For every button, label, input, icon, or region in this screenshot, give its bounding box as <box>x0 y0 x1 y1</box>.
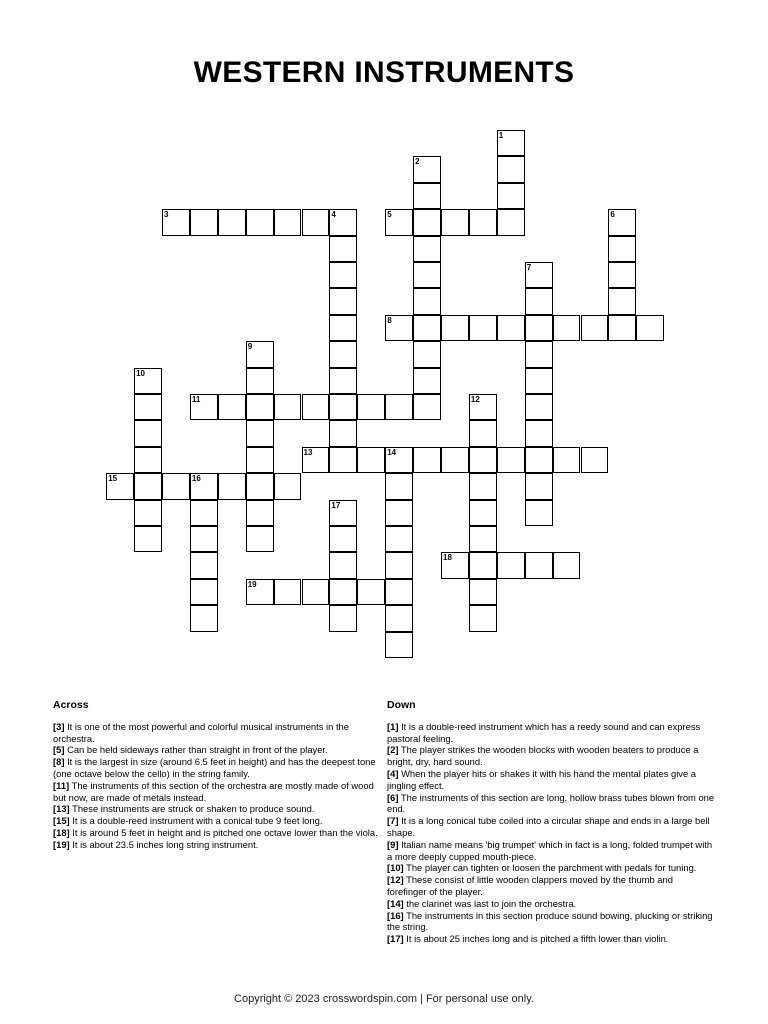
grid-cell[interactable] <box>246 420 274 446</box>
grid-cell[interactable] <box>246 500 274 526</box>
clue-label: [16] <box>387 909 404 921</box>
grid-cell[interactable] <box>525 473 553 499</box>
clue-text: It is a long conical tube coiled into a circular shape and ends in a large bell shape. <box>387 815 710 838</box>
grid-cell[interactable] <box>525 288 553 314</box>
grid-cell[interactable] <box>246 526 274 552</box>
grid-cell[interactable] <box>190 209 218 235</box>
clue-text: It is about 23.5 inches long string instrument. <box>69 838 259 850</box>
clue-label: [5] <box>53 744 65 756</box>
grid-cell[interactable] <box>413 394 441 420</box>
grid-cell[interactable] <box>469 579 497 605</box>
across-clue <box>53 827 381 839</box>
clue-label: [15] <box>53 815 70 827</box>
grid-cell[interactable] <box>525 341 553 367</box>
grid-cell[interactable] <box>134 447 162 473</box>
grid-cell[interactable] <box>357 447 385 473</box>
grid-cell[interactable] <box>525 447 553 473</box>
grid-cell[interactable] <box>329 315 357 341</box>
clue-number: 11 <box>191 395 201 404</box>
grid-cell[interactable] <box>581 315 609 341</box>
clue-number: 8 <box>387 315 392 325</box>
grid-cell[interactable] <box>497 156 525 182</box>
grid-cell[interactable] <box>218 209 246 235</box>
grid-cell[interactable] <box>246 209 274 235</box>
grid-cell[interactable] <box>246 394 274 420</box>
clue-label: [6] <box>387 791 399 803</box>
grid-cell[interactable] <box>469 315 497 341</box>
grid-cell[interactable] <box>190 579 218 605</box>
clue-number: 12 <box>470 395 480 404</box>
clue-number: 17 <box>331 500 341 510</box>
grid-cell[interactable] <box>413 288 441 314</box>
down-clues <box>387 700 715 945</box>
grid-cell[interactable] <box>525 420 553 446</box>
across-clue <box>53 815 381 827</box>
grid-cell[interactable] <box>274 209 302 235</box>
down-clue <box>387 862 715 874</box>
grid-cell[interactable] <box>441 209 469 235</box>
page-title: WESTERN INSTRUMENTS <box>193 56 575 89</box>
grid-cell[interactable] <box>413 368 441 394</box>
grid-cell[interactable] <box>385 605 413 631</box>
clue-number: 2 <box>415 157 420 167</box>
clue-text: Can be held sideways rather than straight in front of the player. <box>64 744 328 756</box>
clue-label: [1] <box>387 720 399 732</box>
grid-cell[interactable] <box>134 473 162 499</box>
grid-cell[interactable] <box>246 447 274 473</box>
grid-cell[interactable] <box>497 447 525 473</box>
copyright-footer: Copyright © 2023 crosswordspin.com | For personal use only. <box>234 993 534 1005</box>
grid-cell[interactable] <box>608 288 636 314</box>
clue-label: [2] <box>387 744 399 756</box>
clue-text: It is a double-reed instrument which has a reedy sound and can express pastoral feeling. <box>387 720 701 744</box>
grid-cell[interactable] <box>274 579 302 605</box>
across-clue <box>53 839 381 851</box>
grid-cell[interactable] <box>274 394 302 420</box>
grid-cell[interactable] <box>329 420 357 446</box>
clue-number: 1 <box>498 131 504 140</box>
grid-cell[interactable] <box>413 209 441 235</box>
clue-label: [12] <box>387 874 404 886</box>
grid-cell[interactable] <box>246 473 274 499</box>
grid-cell[interactable] <box>469 420 497 446</box>
clue-label: [19] <box>53 838 70 850</box>
grid-cell[interactable] <box>329 341 357 367</box>
clue-number: 19 <box>247 579 257 589</box>
clue-number: 10 <box>136 368 145 378</box>
clue-text: It is a double-reed instrument with a conical tube 9 feet long. <box>69 815 323 827</box>
grid-cell[interactable] <box>302 209 330 235</box>
down-clue <box>387 874 715 898</box>
grid-cell[interactable] <box>329 394 357 420</box>
across-clue <box>53 803 381 815</box>
grid-cell[interactable] <box>329 447 357 473</box>
grid-cell[interactable] <box>218 473 246 499</box>
grid-cell[interactable] <box>553 315 581 341</box>
grid-cell[interactable] <box>525 368 553 394</box>
grid-cell[interactable] <box>385 473 413 499</box>
grid-cell[interactable] <box>385 579 413 605</box>
grid-cell[interactable] <box>357 579 385 605</box>
grid-cell[interactable] <box>497 552 525 578</box>
grid-cell[interactable] <box>525 394 553 420</box>
grid-cell[interactable] <box>581 447 609 473</box>
grid-cell[interactable] <box>329 552 357 578</box>
clue-label: [17] <box>387 933 404 945</box>
clue-text: It is the largest in size (around 6.5 feet in height) and has the deepest tone (one octave below the cello) in the string family. <box>53 756 376 779</box>
across-clue-list <box>53 721 381 851</box>
grid-cell[interactable] <box>190 500 218 526</box>
grid-cell[interactable] <box>385 526 413 552</box>
clue-label: [10] <box>387 862 404 874</box>
grid-cell[interactable] <box>329 526 357 552</box>
grid-cell[interactable] <box>134 526 162 552</box>
grid-cell[interactable] <box>329 288 357 314</box>
grid-cell[interactable] <box>469 500 497 526</box>
grid-cell[interactable] <box>469 605 497 631</box>
grid-cell[interactable] <box>302 394 330 420</box>
clue-text: It is about 25 inches long and is pitched a fifth lower than violin. <box>403 933 669 945</box>
grid-cell[interactable] <box>385 552 413 578</box>
clue-number: 3 <box>164 210 169 220</box>
clue-number: 7 <box>526 263 532 272</box>
across-heading: Across <box>53 699 89 711</box>
across-clues <box>53 700 381 851</box>
grid-cell[interactable] <box>218 394 246 420</box>
down-heading: Down <box>387 699 416 711</box>
grid-cell[interactable] <box>469 447 497 473</box>
clue-label: [11] <box>53 779 70 791</box>
clue-label: [7] <box>387 815 399 827</box>
down-clue <box>387 898 715 910</box>
grid-cell[interactable] <box>469 552 497 578</box>
grid-cell[interactable] <box>134 420 162 446</box>
grid-cell[interactable] <box>413 236 441 262</box>
grid-cell[interactable] <box>497 315 525 341</box>
grid-cell[interactable] <box>162 473 190 499</box>
down-clue <box>387 721 715 745</box>
clue-number: 15 <box>108 474 118 484</box>
clue-label: [18] <box>53 826 70 838</box>
clue-number: 9 <box>247 342 253 352</box>
clue-label: [9] <box>387 838 399 850</box>
down-clue-list <box>387 721 715 945</box>
down-clue <box>387 815 715 839</box>
grid-cell[interactable] <box>413 447 441 473</box>
clue-text: The instruments in this section produce sound bowing, plucking or striking the string. <box>387 909 713 933</box>
grid-cell[interactable] <box>525 500 553 526</box>
grid-cell[interactable] <box>274 473 302 499</box>
down-clue <box>387 839 715 863</box>
grid-cell[interactable] <box>329 579 357 605</box>
grid-cell[interactable] <box>441 447 469 473</box>
grid-cell[interactable] <box>385 394 413 420</box>
clue-text: It is one of the most powerful and colorful musical instruments in the orchestra. <box>53 720 349 744</box>
clue-number: 5 <box>387 210 392 220</box>
grid-cell[interactable] <box>525 552 553 578</box>
clue-text: The player can tighten or loosen the parchment with pedals for tuning. <box>403 862 697 874</box>
clue-label: [3] <box>53 720 65 732</box>
clue-number: 14 <box>387 447 397 457</box>
grid-cell[interactable] <box>329 605 357 631</box>
grid-cell[interactable] <box>553 447 581 473</box>
clue-text: The instruments of this section are long, hollow brass tubes blown from one end. <box>387 791 715 815</box>
grid-cell[interactable] <box>329 368 357 394</box>
clue-label: [8] <box>53 756 65 768</box>
across-clue <box>53 744 381 756</box>
clue-text: These instruments are struck or shaken to produce sound. <box>69 803 315 815</box>
grid-cell[interactable] <box>497 209 525 235</box>
grid-cell[interactable] <box>553 552 581 578</box>
grid-cell[interactable] <box>469 526 497 552</box>
grid-cell[interactable] <box>525 315 553 341</box>
down-clue <box>387 910 715 934</box>
down-clue <box>387 768 715 792</box>
grid-cell[interactable] <box>413 183 441 209</box>
grid-cell[interactable] <box>190 552 218 578</box>
clue-text: The player strikes the wooden blocks with wooden beaters to produce a bright, dry, hard sound. <box>387 744 699 768</box>
grid-cell[interactable] <box>302 579 330 605</box>
grid-cell[interactable] <box>608 236 636 262</box>
down-clue <box>387 792 715 816</box>
grid-cell[interactable] <box>469 473 497 499</box>
grid-cell[interactable] <box>329 236 357 262</box>
across-clue <box>53 721 381 745</box>
clue-number: 6 <box>610 210 615 220</box>
grid-cell[interactable] <box>385 500 413 526</box>
grid-cell[interactable] <box>246 368 274 394</box>
grid-cell[interactable] <box>134 394 162 420</box>
grid-cell[interactable] <box>497 183 525 209</box>
grid-cell[interactable] <box>329 262 357 288</box>
down-clue <box>387 933 715 945</box>
clue-number: 4 <box>331 210 336 220</box>
across-clue <box>53 756 381 780</box>
clue-number: 18 <box>443 553 452 563</box>
grid-cell[interactable] <box>413 315 441 341</box>
clue-label: [14] <box>387 897 404 909</box>
grid-cell[interactable] <box>636 315 664 341</box>
down-clue <box>387 744 715 768</box>
grid-cell[interactable] <box>608 315 636 341</box>
clue-label: [13] <box>53 803 70 815</box>
grid-cell[interactable] <box>190 605 218 631</box>
grid-cell[interactable] <box>608 262 636 288</box>
grid-cell[interactable] <box>385 632 413 658</box>
clue-text: When the player hits or shakes it with his hand the mental plates give a jingling effect. <box>387 767 697 791</box>
grid-cell[interactable] <box>134 500 162 526</box>
grid-cell[interactable] <box>413 341 441 367</box>
clue-number: 13 <box>303 447 313 457</box>
clue-text: It is around 5 feet in height and is pitched one octave lower than the viola. <box>69 826 378 838</box>
clue-number: 16 <box>191 474 201 484</box>
grid-cell[interactable] <box>469 209 497 235</box>
clue-label: [4] <box>387 767 399 779</box>
clue-text: the clarinet was last to join the orchestra. <box>403 897 577 909</box>
clue-text: Italian name means 'big trumpet' which in fact is a long, folded trumpet with a more deeply cupped mouth-piece. <box>387 838 713 862</box>
grid-cell[interactable] <box>441 315 469 341</box>
clue-text: The instruments of this section of the orchestra are mostly made of wood but now, are made of metals instead. <box>53 779 374 803</box>
clue-text: These consist of little wooden clappers moved by the thumb and forefinger of the player. <box>387 874 673 897</box>
grid-cell[interactable] <box>413 262 441 288</box>
grid-cell[interactable] <box>357 394 385 420</box>
across-clue <box>53 780 381 804</box>
grid-cell[interactable] <box>190 526 218 552</box>
